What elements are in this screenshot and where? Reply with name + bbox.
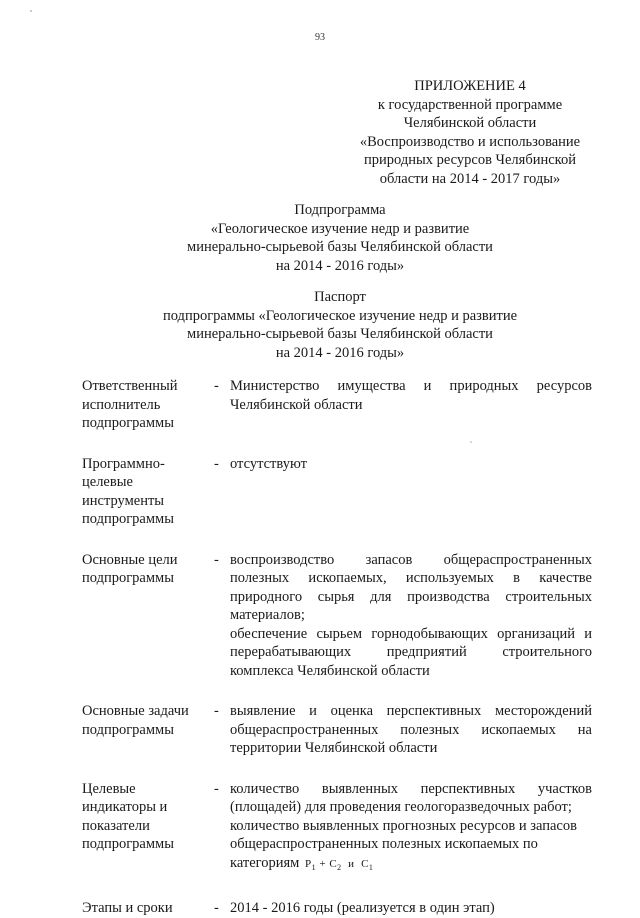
- appendix-line: природных ресурсов Челябинской: [364, 152, 576, 168]
- passport-line: подпрограммы «Геологическое изучение недр и развитие: [162, 307, 518, 324]
- passport-row-goals: [82, 551, 592, 681]
- category-formula: $P_1 + C_2$ и $C_1$: [304, 857, 374, 872]
- passport-row-stages: [82, 899, 592, 918]
- subprogram-title: [120, 201, 560, 275]
- appendix-line: Челябинской области: [403, 115, 537, 131]
- appendix-line: «Воспроизводство и использование: [359, 133, 581, 150]
- row-value: Министерство имущества и природных ресурсов Челябинской области: [230, 378, 592, 413]
- passport-line: Паспорт: [314, 289, 366, 305]
- row-value: воспроизводство запасов общераспространенных полезных ископаемых, используемых в качестве природного сырья для производства строительных материалов; обеспечение сырьем горнодобывающих организаций и перерабатывающих предприятий строительного комплекса Челябинской области: [230, 551, 592, 679]
- passport-row-instruments: [82, 455, 592, 529]
- subprogram-line: минерально-сырьевой базы Челябинской области: [187, 239, 493, 255]
- scan-artifact: [30, 10, 32, 12]
- passport-table: [82, 377, 592, 918]
- row-value: 2014 - 2016 годы (реализуется в один этап): [230, 900, 495, 917]
- passport-title: [110, 288, 570, 362]
- passport-row-indicators: [82, 780, 592, 878]
- passport-row-tasks: [82, 702, 592, 758]
- subprogram-line: Подпрограмма: [294, 202, 386, 218]
- row-dash: -: [214, 378, 219, 394]
- row-dash: -: [214, 551, 219, 568]
- appendix-line: к государственной программе: [377, 96, 563, 113]
- row-value: отсутствуют: [230, 455, 307, 472]
- row-dash: -: [214, 900, 219, 917]
- row-label: Целевые индикаторы и показатели подпрограммы: [82, 780, 174, 852]
- row-label: Основные цели подпрограммы: [82, 551, 178, 586]
- appendix-header: [350, 77, 590, 188]
- row-dash: -: [214, 703, 219, 719]
- row-label: Программно- целевые инструменты подпрограммы: [82, 455, 174, 527]
- row-value: количество выявленных перспективных участков (площадей) для проведения геологоразведочных работ; количество выявленных прогнозных ресурсов и запасов общераспространенных полезных ископаемых по категориям $P_1 + C_2$ и $C_1$: [230, 780, 592, 878]
- appendix-line: области на 2014 - 2017 годы»: [379, 170, 561, 187]
- page-number: 93: [315, 32, 325, 43]
- row-dash: -: [214, 780, 219, 797]
- row-label: Основные задачи подпрограммы: [82, 703, 189, 738]
- appendix-title: ПРИЛОЖЕНИЕ 4: [414, 78, 526, 94]
- passport-row-responsible: [82, 377, 592, 433]
- row-dash: -: [214, 455, 219, 472]
- passport-line: минерально-сырьевой базы Челябинской области: [187, 326, 493, 342]
- row-label: Этапы и сроки: [82, 900, 173, 917]
- row-label: Ответственный исполнитель подпрограммы: [82, 378, 178, 431]
- subprogram-line: «Геологическое изучение недр и развитие: [210, 220, 470, 237]
- row-value: выявление и оценка перспективных месторождений общераспространенных полезных ископаемых на территории Челябинской области: [230, 703, 592, 756]
- subprogram-line: на 2014 - 2016 годы»: [275, 257, 405, 274]
- passport-line: на 2014 - 2016 годы»: [275, 344, 405, 361]
